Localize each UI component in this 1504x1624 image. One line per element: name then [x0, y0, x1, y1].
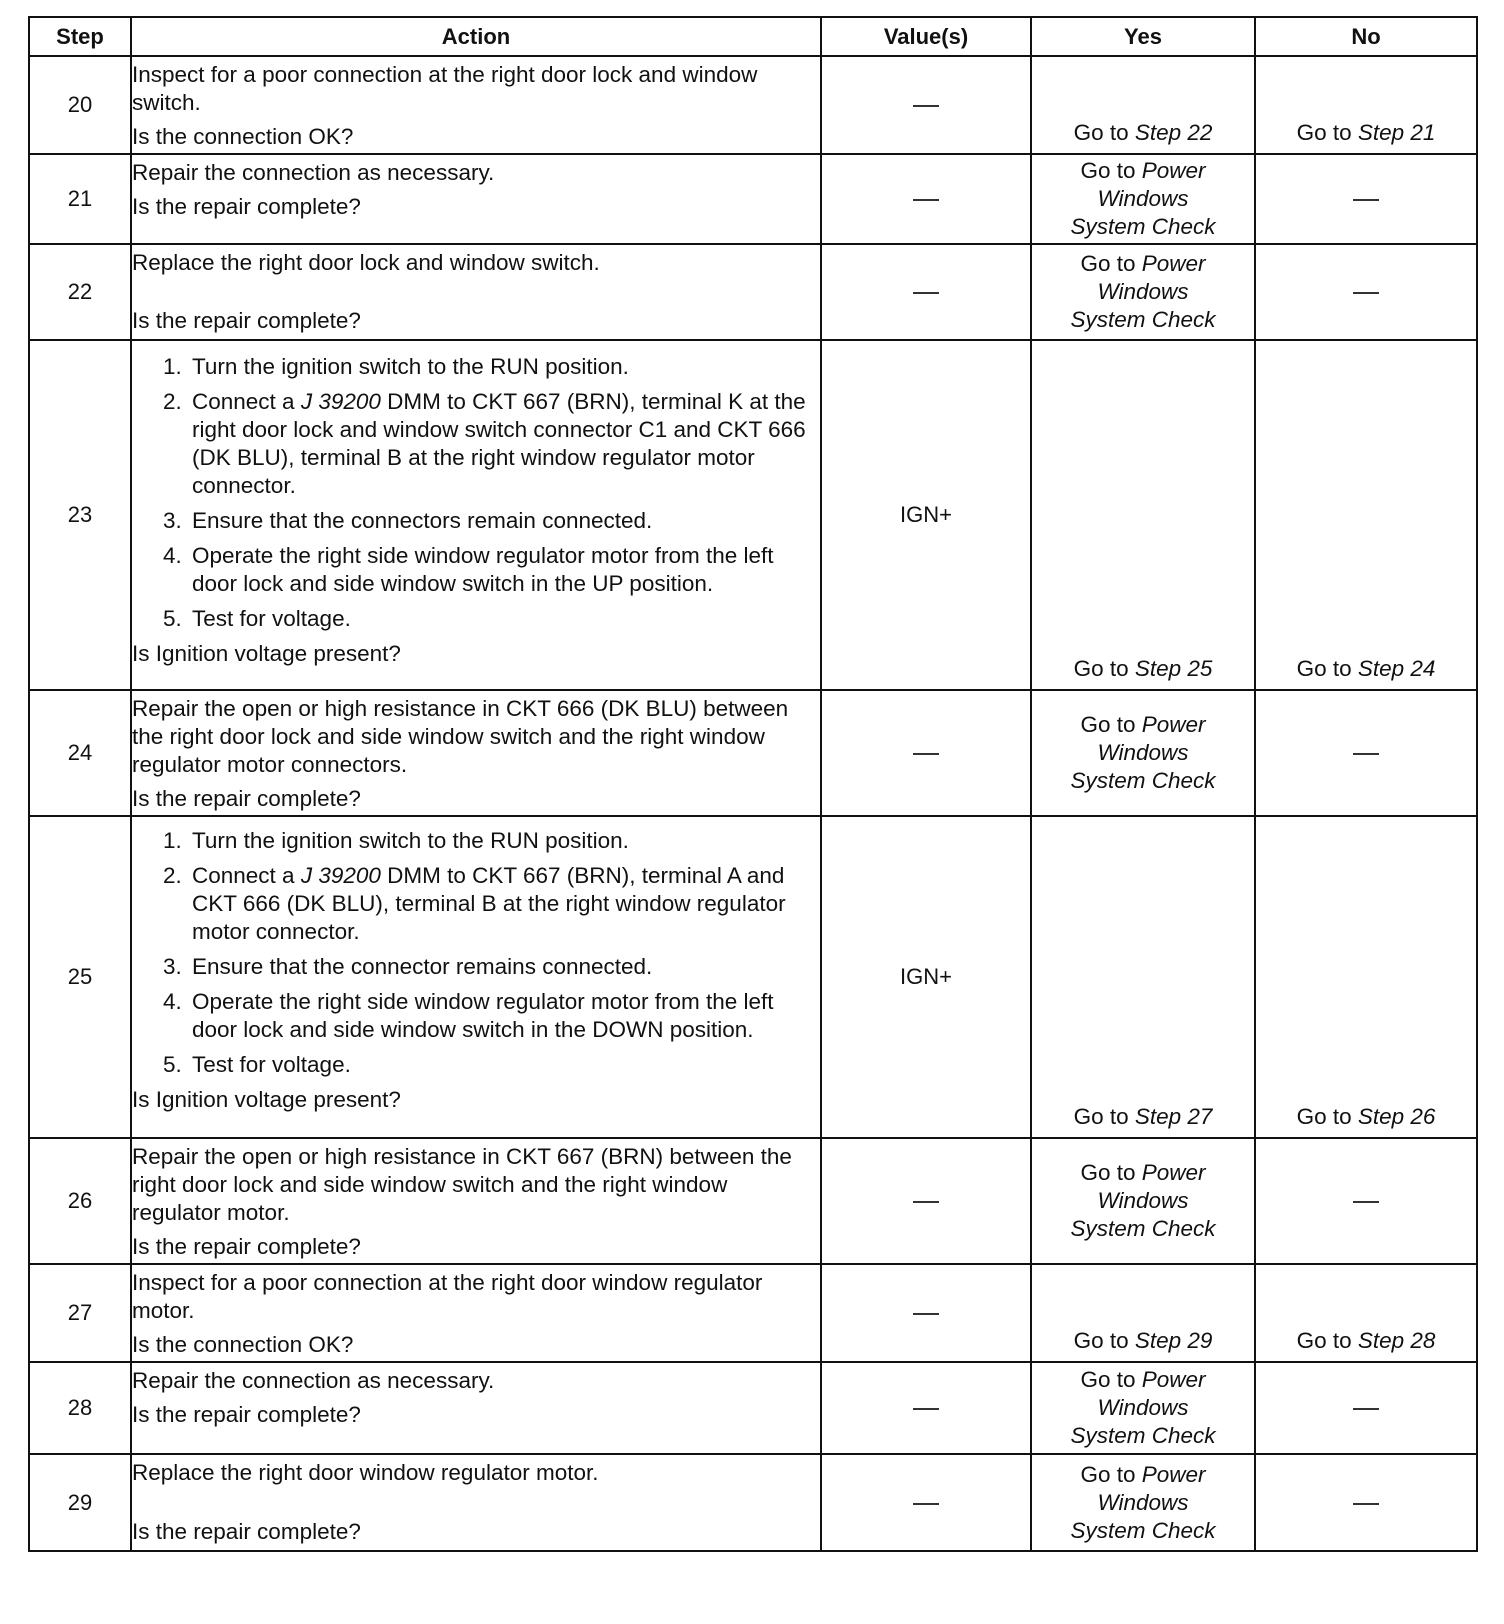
- value-cell: [821, 1264, 1031, 1362]
- yes-cell: [1031, 1362, 1255, 1454]
- value-cell: [821, 1454, 1031, 1551]
- yes-link[interactable]: Step 29: [1134, 1328, 1213, 1353]
- yes-prefix: Go to: [1080, 712, 1142, 737]
- action-text: Replace the right door window regulator motor.: [132, 1460, 599, 1485]
- no-cell: [1255, 244, 1477, 340]
- header-no: No: [1255, 17, 1477, 56]
- table-row: [29, 340, 1477, 690]
- no-prefix: Go to: [1296, 656, 1358, 681]
- action-cell: [131, 816, 821, 1138]
- action-question: Is Ignition voltage present?: [132, 1087, 401, 1112]
- list-item: 3. Ensure that the connectors remain connected.: [188, 507, 820, 535]
- step-number: 20: [29, 56, 131, 154]
- no-prefix: Go to: [1296, 120, 1358, 145]
- value-cell: [821, 56, 1031, 154]
- yes-prefix: Go to: [1073, 1104, 1135, 1129]
- yes-link[interactable]: Windows: [1097, 1489, 1189, 1515]
- no-cell: [1255, 56, 1477, 154]
- dash-mark: [1353, 292, 1379, 294]
- dash-mark: [913, 753, 939, 755]
- list-item: [188, 862, 820, 946]
- action-text: Replace the right door lock and window switch.: [132, 250, 600, 275]
- yes-prefix: Go to: [1080, 1461, 1142, 1487]
- yes-link[interactable]: Power: [1141, 1461, 1206, 1487]
- no-cell: [1255, 1454, 1477, 1551]
- action-text: Inspect for a poor connection at the right door lock and window switch.: [132, 62, 758, 115]
- table-row: [29, 1362, 1477, 1454]
- dash-mark: [913, 105, 939, 107]
- yes-link[interactable]: Windows: [1097, 279, 1189, 304]
- no-cell: [1255, 1362, 1477, 1454]
- action-question: Is the repair complete?: [132, 1234, 361, 1259]
- yes-link[interactable]: Power: [1141, 1367, 1206, 1392]
- dash-mark: [1353, 1503, 1379, 1505]
- action-text: Repair the connection as necessary.: [132, 1368, 495, 1393]
- yes-link[interactable]: Windows: [1097, 1188, 1189, 1213]
- yes-link[interactable]: System Check: [1070, 214, 1216, 239]
- action-text: Repair the open or high resistance in CKT 667 (BRN) between the right door lock and side window switch and the right window regulator motor.: [132, 1144, 792, 1225]
- yes-cell: [1031, 1454, 1255, 1551]
- yes-prefix: Go to: [1073, 120, 1135, 145]
- yes-prefix: Go to: [1073, 1328, 1135, 1353]
- step-number: 21: [29, 154, 131, 244]
- header-row: [29, 17, 1477, 56]
- item-text: Connect a: [192, 863, 301, 888]
- yes-link[interactable]: Power: [1141, 158, 1206, 183]
- list-item: 1. Turn the ignition switch to the RUN position.: [188, 827, 820, 855]
- dash-mark: [913, 1503, 939, 1505]
- yes-link[interactable]: System Check: [1070, 1423, 1216, 1448]
- list-item: [188, 388, 820, 500]
- yes-cell: [1031, 1264, 1255, 1362]
- action-question: Is the repair complete?: [132, 1402, 361, 1427]
- no-cell: [1255, 1264, 1477, 1362]
- list-item: 3. Ensure that the connector remains connected.: [188, 953, 820, 981]
- yes-link[interactable]: Power: [1141, 712, 1206, 737]
- dash-mark: [1353, 199, 1379, 201]
- action-cell: [131, 690, 821, 816]
- dash-mark: [913, 1408, 939, 1410]
- action-cell: [131, 1264, 821, 1362]
- yes-link[interactable]: System Check: [1070, 307, 1216, 332]
- table-row: [29, 1264, 1477, 1362]
- action-text: Repair the connection as necessary.: [132, 160, 495, 185]
- no-cell: [1255, 340, 1477, 690]
- tool-name: J 39200: [300, 389, 381, 414]
- yes-link[interactable]: Windows: [1097, 740, 1189, 765]
- step-number: 24: [29, 690, 131, 816]
- yes-prefix: Go to: [1080, 251, 1142, 276]
- action-cell: [131, 1454, 821, 1551]
- action-cell: [131, 340, 821, 690]
- header-step: Step: [29, 17, 131, 56]
- yes-link[interactable]: System Check: [1070, 1517, 1216, 1543]
- table-row: [29, 154, 1477, 244]
- yes-link[interactable]: Windows: [1097, 1395, 1189, 1420]
- table-row: [29, 816, 1477, 1138]
- no-cell: [1255, 690, 1477, 816]
- yes-cell: [1031, 154, 1255, 244]
- item-text: DMM to CKT 667 (BRN), terminal K at the right door lock and window switch connector C1 and CKT 666 (DK BLU), terminal B at the right window regulator motor connector.: [192, 389, 806, 498]
- dash-mark: [1353, 1408, 1379, 1410]
- value-cell: [821, 1138, 1031, 1264]
- no-cell: [1255, 1138, 1477, 1264]
- yes-link[interactable]: Step 22: [1134, 120, 1213, 145]
- tool-name: J 39200: [300, 863, 381, 888]
- step-number: 26: [29, 1138, 131, 1264]
- no-link[interactable]: Step 26: [1357, 1104, 1436, 1129]
- action-question: Is Ignition voltage present?: [132, 641, 401, 666]
- yes-cell: [1031, 1138, 1255, 1264]
- list-item: 4. Operate the right side window regulator motor from the left door lock and side window switch in the UP position.: [188, 542, 820, 598]
- value-cell: IGN+: [821, 816, 1031, 1138]
- diagnostic-table: [28, 16, 1478, 1552]
- yes-prefix: Go to: [1080, 1160, 1142, 1185]
- yes-link[interactable]: Power: [1141, 251, 1206, 276]
- yes-cell: [1031, 816, 1255, 1138]
- no-prefix: Go to: [1296, 1328, 1358, 1353]
- step-number: 28: [29, 1362, 131, 1454]
- no-link[interactable]: Step 28: [1357, 1328, 1436, 1353]
- dash-mark: [913, 199, 939, 201]
- dash-mark: [1353, 753, 1379, 755]
- yes-link[interactable]: System Check: [1070, 1216, 1216, 1241]
- action-text: Repair the open or high resistance in CKT 666 (DK BLU) between the right door lock and side window switch and the right window regulator motor connectors.: [132, 696, 789, 777]
- yes-cell: [1031, 690, 1255, 816]
- dash-mark: [913, 1201, 939, 1203]
- list-item: 5. Test for voltage.: [188, 1051, 820, 1079]
- table-row: [29, 56, 1477, 154]
- action-text: Inspect for a poor connection at the right door window regulator motor.: [132, 1270, 763, 1323]
- step-number: 27: [29, 1264, 131, 1362]
- dash-mark: [913, 1313, 939, 1315]
- yes-link[interactable]: Windows: [1097, 186, 1189, 211]
- action-cell: [131, 244, 821, 340]
- list-item: 1. Turn the ignition switch to the RUN position.: [188, 353, 820, 381]
- action-cell: [131, 154, 821, 244]
- step-number: 25: [29, 816, 131, 1138]
- yes-cell: [1031, 340, 1255, 690]
- procedure-list: [132, 353, 820, 633]
- step-number: 23: [29, 340, 131, 690]
- action-question: Is the connection OK?: [132, 124, 354, 149]
- table-row: [29, 244, 1477, 340]
- step-number: 29: [29, 1454, 131, 1551]
- step-number: 22: [29, 244, 131, 340]
- table-row: [29, 1138, 1477, 1264]
- action-cell: [131, 1362, 821, 1454]
- yes-link[interactable]: System Check: [1070, 768, 1216, 793]
- list-item: 4. Operate the right side window regulator motor from the left door lock and side window switch in the DOWN position.: [188, 988, 820, 1044]
- table-row: [29, 690, 1477, 816]
- dash-mark: [1353, 1201, 1379, 1203]
- action-cell: [131, 56, 821, 154]
- yes-link[interactable]: Step 25: [1134, 656, 1213, 681]
- action-cell: [131, 1138, 821, 1264]
- yes-link[interactable]: Step 27: [1134, 1104, 1213, 1129]
- yes-prefix: Go to: [1073, 656, 1135, 681]
- no-prefix: Go to: [1296, 1104, 1358, 1129]
- value-cell: [821, 690, 1031, 816]
- value-cell: IGN+: [821, 340, 1031, 690]
- item-text: Connect a: [192, 389, 301, 414]
- yes-prefix: Go to: [1080, 158, 1142, 183]
- item-text: DMM to CKT 667 (BRN), terminal A and CKT 666 (DK BLU), terminal B at the right window regulator motor connector.: [192, 863, 786, 944]
- action-question: Is the repair complete?: [132, 1519, 361, 1544]
- value-cell: [821, 1362, 1031, 1454]
- value-cell: [821, 154, 1031, 244]
- yes-prefix: Go to: [1080, 1367, 1142, 1392]
- yes-link[interactable]: Power: [1141, 1160, 1206, 1185]
- procedure-list: [132, 827, 820, 1079]
- action-question: Is the repair complete?: [132, 308, 361, 333]
- action-question: Is the repair complete?: [132, 194, 361, 219]
- no-cell: [1255, 154, 1477, 244]
- yes-cell: [1031, 56, 1255, 154]
- table-row: [29, 1454, 1477, 1551]
- list-item: 5. Test for voltage.: [188, 605, 820, 633]
- no-cell: [1255, 816, 1477, 1138]
- header-yes: Yes: [1031, 17, 1255, 56]
- action-question: Is the connection OK?: [132, 1332, 354, 1357]
- header-values: Value(s): [821, 17, 1031, 56]
- dash-mark: [913, 292, 939, 294]
- no-link[interactable]: Step 24: [1357, 656, 1436, 681]
- yes-cell: [1031, 244, 1255, 340]
- value-cell: [821, 244, 1031, 340]
- header-action: Action: [131, 17, 821, 56]
- action-question: Is the repair complete?: [132, 786, 361, 811]
- no-link[interactable]: Step 21: [1357, 120, 1436, 145]
